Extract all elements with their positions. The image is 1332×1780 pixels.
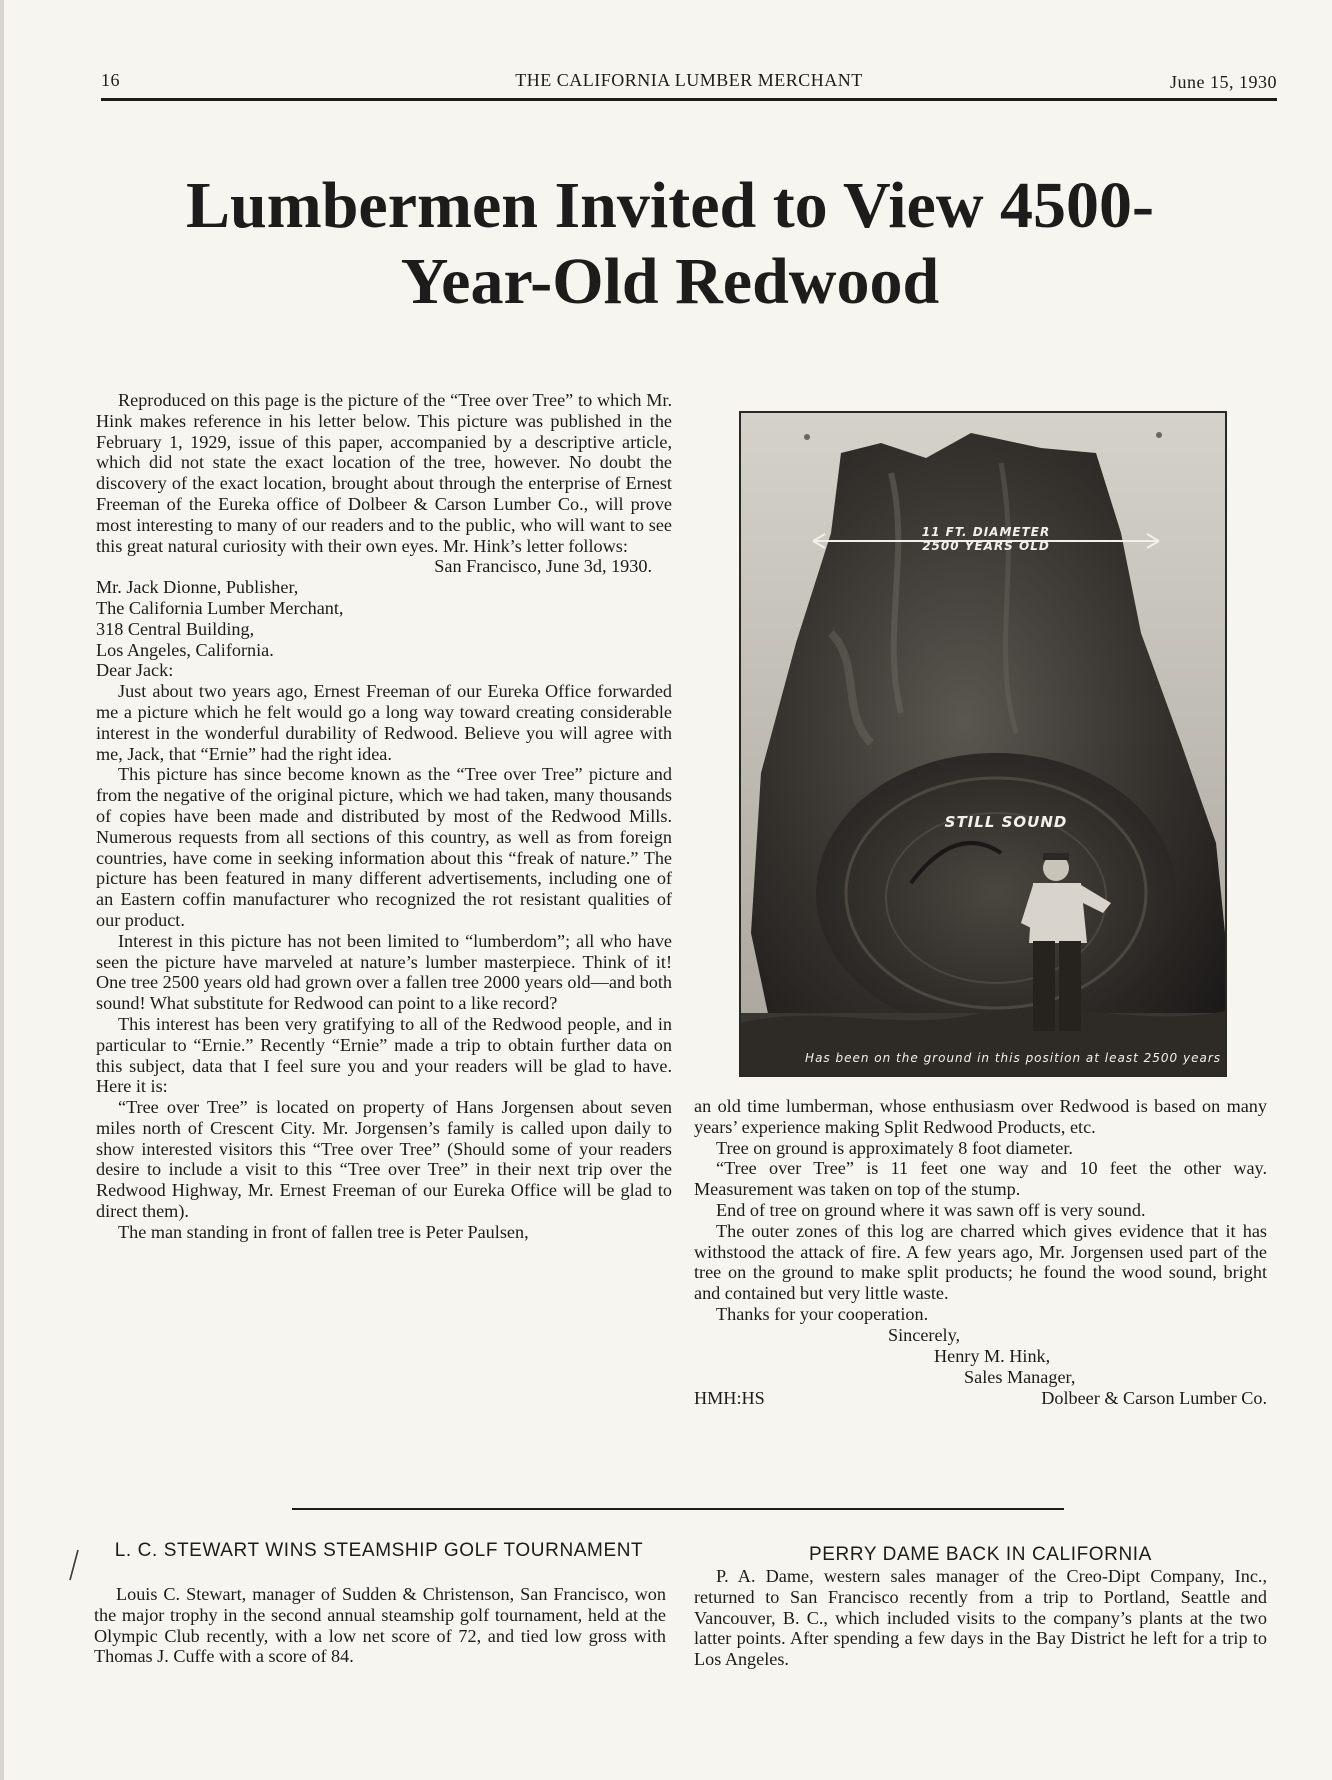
- signature-block: [694, 1325, 1267, 1409]
- letter-paragraph: Thanks for your cooperation.: [716, 1303, 929, 1324]
- pencil-mark: [66, 1548, 80, 1582]
- address-line: Mr. Jack Dionne, Publisher,: [96, 577, 299, 598]
- diameter-label: [881, 525, 1091, 553]
- signer-company: Dolbeer & Carson Lumber Co.: [1041, 1387, 1267, 1408]
- address-line: The California Lumber Merchant,: [96, 597, 344, 618]
- letter-paragraph: End of tree on ground where it was sawn off is very sound.: [716, 1199, 1146, 1220]
- closing: Sincerely,: [888, 1324, 961, 1345]
- letter-paragraph: Interest in this picture has not been limited to “lumberdom”; all who have seen the picture have marveled at nature’s lumber masterpiece. Think of it! One tree 2500 years old had grown over a fallen tree 2000 years old—and both sound! What substitute for Redwood can point to a like record?: [96, 930, 672, 1014]
- issue-date: June 15, 1930: [1170, 72, 1277, 92]
- letter-paragraph: This interest has been very gratifying to all of the Redwood people, and in particular to “Ernie.” Recently “Ernie” made a trip to obtain further data on this subject, data that I feel sure you and your readers will be glad to have. Here it is:: [96, 1013, 672, 1097]
- address-line: 318 Central Building,: [96, 618, 255, 639]
- page-header: [101, 70, 1277, 101]
- letter-paragraph: Tree on ground is approximately 8 foot diameter.: [716, 1137, 1073, 1158]
- article-left-column: [96, 390, 672, 1243]
- photo-caption: Has been on the ground in this position at least 2500 years: [805, 1051, 1221, 1065]
- page-number: 16: [101, 70, 120, 90]
- signer-title: Sales Manager,: [964, 1366, 1076, 1387]
- article-headline: [64, 168, 1276, 320]
- brief-story: [94, 1584, 666, 1667]
- letter-paragraph: The outer zones of this log are charred which gives evidence that it has withstood the attack of fire. A few years ago, Mr. Jorgensen used part of the tree on the ground to make split products; he found the wood sound, bright and contained but very little waste.: [694, 1220, 1267, 1304]
- headline-line-2: Year-Old Redwood: [400, 245, 940, 318]
- intro-paragraph: Reproduced on this page is the picture of the “Tree over Tree” to which Mr. Hink makes reference in his letter below. This picture was published in the February 1, 1929, issue of this paper, accompanied by a descriptive article, which did not state the exact location of the tree, however. No doubt the discovery of the exact location, brought about through the enterprise of Ernest Freeman of the Eureka office of Dolbeer & Carson Lumber Co., will prove most interesting to many of our readers and to the public, who will want to see this great natural curiosity with their own eyes. Mr. Hink’s letter follows:: [96, 390, 672, 556]
- initials: HMH:HS: [694, 1387, 765, 1408]
- signer-name: Henry M. Hink,: [934, 1345, 1051, 1366]
- age-label-line: 2500 YEARS OLD: [922, 539, 1050, 553]
- letter-paragraph: The man standing in front of fallen tree is Peter Paulsen,: [118, 1221, 529, 1242]
- diameter-label-line: 11 FT. DIAMETER: [921, 525, 1051, 539]
- brief-headline: PERRY DAME BACK IN CALIFORNIA: [809, 1544, 1152, 1565]
- article-right-column: [694, 1096, 1267, 1409]
- letter-date: San Francisco, June 3d, 1930.: [434, 556, 652, 577]
- brief-headline: L. C. STEWART WINS STEAMSHIP GOLF TOURNAMENT: [114, 1540, 644, 1561]
- headline-line-1: Lumbermen Invited to View 4500-: [186, 169, 1154, 242]
- section-divider: [292, 1508, 1064, 1510]
- letter-paragraph: “Tree over Tree” is 11 feet one way and 10 feet the other way. Measurement was taken on top of the stump.: [694, 1158, 1267, 1200]
- letter-paragraph: Just about two years ago, Ernest Freeman of our Eureka Office forwarded me a picture which he felt would go a long way toward creating considerable interest in the wonderful durability of Redwood. Believe you will agree with me, Jack, that “Ernie” had the right idea.: [96, 681, 672, 764]
- address-line: Los Angeles, California.: [96, 639, 274, 660]
- letter-paragraph: This picture has since become known as the “Tree over Tree” picture and from the negative of the original picture, which we had taken, many thousands of copies have been made and distributed by most of the Redwood Mills. Numerous requests from all sections of this country, as well as from foreign countries, have come in seeking information about this “freak of nature.” The picture has been featured in many different advertisements, including one of an Eastern coffin manufacturer who recognized the rot resistant qualities of our product.: [96, 764, 672, 930]
- brief-body: P. A. Dame, western sales manager of the Creo-Dipt Company, Inc., returned to San Francisco recently from a trip to Portland, Seattle and Vancouver, B. C., which included visits to the company’s plants at the two latter points. After spending a few days in the Bay District he left for a trip to Los Angeles.: [694, 1566, 1267, 1670]
- brief-body: Louis C. Stewart, manager of Sudden & Christenson, San Francisco, won the major trophy in the second annual steamship golf tournament, held at the Olympic Club recently, with a low net score of 72, and tied low gross with Thomas J. Cuffe with a score of 84.: [94, 1584, 666, 1667]
- masthead: THE CALIFORNIA LUMBER MERCHANT: [515, 70, 863, 90]
- tree-over-tree-photo: [739, 411, 1227, 1077]
- letter-paragraph: “Tree over Tree” is located on property of Hans Jorgensen about seven miles north of Crescent City. Mr. Jorgensen’s family is called upon daily to show interested visitors this “Tree over Tree” (Should some of your readers desire to include a visit to this “Tree over Tree” in their next trip over the Redwood Highway, Mr. Ernest Freeman of our Eureka Office will be glad to direct them).: [96, 1097, 672, 1222]
- salutation: Dear Jack:: [96, 660, 174, 681]
- letter-paragraph-continued: an old time lumberman, whose enthusiasm over Redwood is based on many years’ experience making Split Redwood Products, etc.: [694, 1096, 1267, 1137]
- photo-illustration: [741, 413, 1225, 1075]
- brief-story: [694, 1566, 1267, 1670]
- still-sound-label: STILL SOUND: [944, 813, 1068, 831]
